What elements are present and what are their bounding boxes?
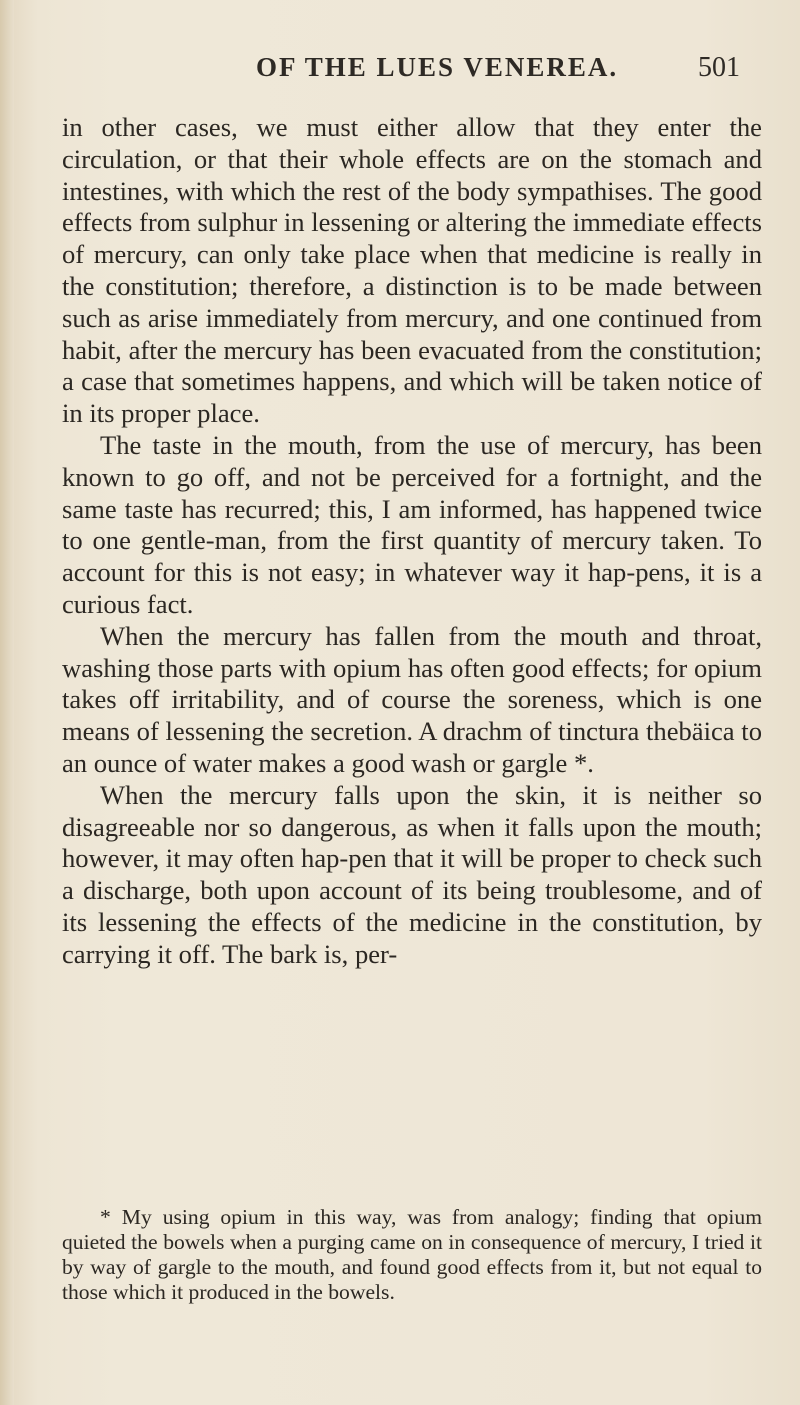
- paragraph-3: When the mercury has fallen from the mouth and throat, washing those parts with opium has often good effects; for opium takes off irritability, and of course the soreness, which is one means of lessening the secretion. A drachm of tinctura thebäica to an ounce of water makes a good wash or gargle *.: [62, 620, 762, 778]
- body-text: [62, 112, 762, 971]
- footnote: [62, 1205, 762, 1305]
- running-head: OF THE LUES VENEREA.: [256, 52, 619, 82]
- page-header: [160, 52, 740, 92]
- footnote-text: * My using opium in this way, was from analogy; finding that opium quieted the bowels when a purging came on in consequence of mercury, I tried it by way of gargle to the mouth, and found good effects from it, but not equal to those which it produced in the bowels.: [62, 1205, 762, 1304]
- paragraph-4: When the mercury falls upon the skin, it is neither so disagreeable nor so dangerous, as when it falls upon the mouth; however, it may often hap-pen that it will be proper to check such a discharge, both upon account of its being troublesome, and of its lessening the effects of the medicine in the constitution, by carrying it off. The bark is, per-: [62, 779, 762, 969]
- paragraph-2: The taste in the mouth, from the use of mercury, has been known to go off, and not be perceived for a fortnight, and the same taste has recurred; this, I am informed, has happened twice to one gentle-man, from the first quantity of mercury taken. To account for this is not easy; in whatever way it hap-pens, it is a curious fact.: [62, 429, 762, 619]
- paragraph-1: in other cases, we must either allow that they enter the circulation, or that their whole effects are on the stomach and intestines, with which the rest of the body sympathises. The good effects from sulphur in lessening or altering the immediate effects of mercury, can only take place when that medicine is really in the constitution; therefore, a distinction is to be made between such as arise immediately from mercury, and one continued from habit, after the mercury has been evacuated from the constitution; a case that sometimes happens, and which will be taken notice of in its proper place.: [62, 112, 762, 429]
- page-edge: [0, 0, 14, 1405]
- page-number: 501: [698, 52, 740, 83]
